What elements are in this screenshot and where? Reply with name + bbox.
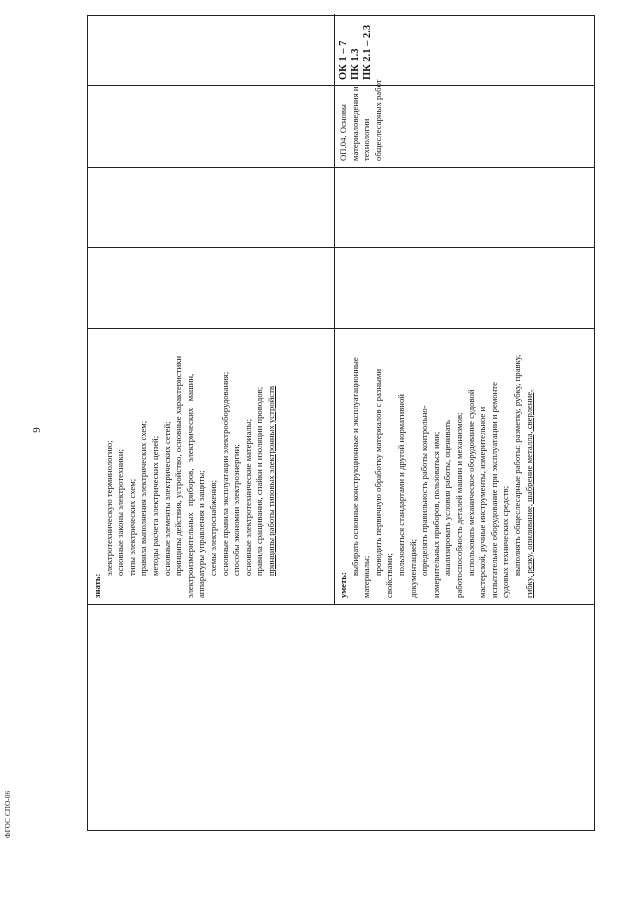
umet-line: материалы; — [361, 555, 372, 598]
znat-line: правила сращивания, спайки и изоляции проводов; — [254, 386, 265, 576]
znat-line: аппаратуры управления и защиты; — [196, 470, 207, 598]
znat-line: принципы работы типовых электронных устройств — [265, 385, 276, 576]
znat-line: правила выполнения электрических схем; — [138, 420, 149, 576]
umet-heading: уметь: — [338, 572, 348, 598]
umet-cell — [338, 330, 535, 598]
page-number: 9 — [30, 427, 43, 433]
row-divider — [334, 14, 335, 604]
umet-line: анализировать условия работы, оценивать — [442, 420, 453, 576]
znat-line: способы экономии электроэнергии; — [231, 444, 242, 576]
umet-line: проводить первичную обработку материалов с разными — [372, 368, 383, 576]
umet-line: выполнять общеслесарные работы: разметку, рубку, правку, — [511, 354, 522, 576]
discipline-line: ОП.04. Основы — [338, 104, 348, 161]
competency-code: ПК 2.1 – 2.3 — [362, 24, 373, 80]
competency-code: ПК 1.3 — [350, 48, 361, 80]
umet-line: гибку, резку, опиливание, шабрение металла, сверление, — [523, 389, 534, 598]
umet-line: судовых технических средств; — [500, 485, 511, 598]
competency-code: ОК 1 – 7 — [338, 40, 349, 80]
rotated-table — [87, 15, 595, 831]
znat-line: принципы действия, устройство, основные характеристики — [173, 356, 184, 576]
umet-line: испытательное оборудование при эксплуатации и ремонте — [488, 382, 499, 598]
znat-line: основные электротехнические материалы; — [242, 419, 253, 576]
footer-code: ФГОС СПО-06 — [4, 790, 12, 838]
umet-line: свойствами; — [384, 553, 395, 598]
znat-line: основные элементы электрических сетей; — [161, 421, 172, 576]
column-index — [88, 604, 594, 830]
umet-line: документацией; — [407, 538, 418, 598]
znat-line: типы электрических схем; — [126, 478, 137, 576]
discipline-line: материаловедения и — [349, 86, 360, 161]
znat-line: основные законы электротехники; — [115, 449, 126, 576]
umet-line: использовать механическое оборудование судовой — [465, 389, 476, 576]
umet-line: пользоваться стандартами и другой нормативной — [395, 394, 406, 576]
umet-line: выбирать основные конструкционные и эксплуатационные — [349, 357, 360, 576]
discipline-line: технологии — [361, 118, 372, 161]
discipline-line: общеслесарных работ — [372, 79, 383, 161]
discipline-cell — [338, 79, 384, 161]
znat-cell — [92, 332, 278, 598]
column-hours — [88, 167, 594, 247]
znat-line: основные правила эксплуатации электрооборудования; — [219, 371, 230, 576]
umet-line: измерительных приборов, пользоваться ими; — [430, 431, 441, 598]
znat-line: методы расчета электрических цепей; — [149, 435, 160, 576]
umet-line: мастерской, ручные инструменты, измерительное и — [477, 406, 488, 598]
umet-line: работоспособность деталей машин и механизмов; — [453, 412, 464, 598]
column-max-load — [88, 247, 594, 328]
competencies-cell — [338, 16, 374, 80]
table-grid — [87, 15, 595, 831]
znat-heading: знать: — [92, 573, 102, 598]
znat-line: схемы электроснабжения; — [207, 480, 218, 576]
znat-line: электроизмерительных приборов, электрических машин, — [184, 373, 195, 598]
znat-line: электротехническую терминологию; — [103, 440, 114, 576]
umet-line: определять правильность работы контрольно- — [419, 405, 430, 576]
